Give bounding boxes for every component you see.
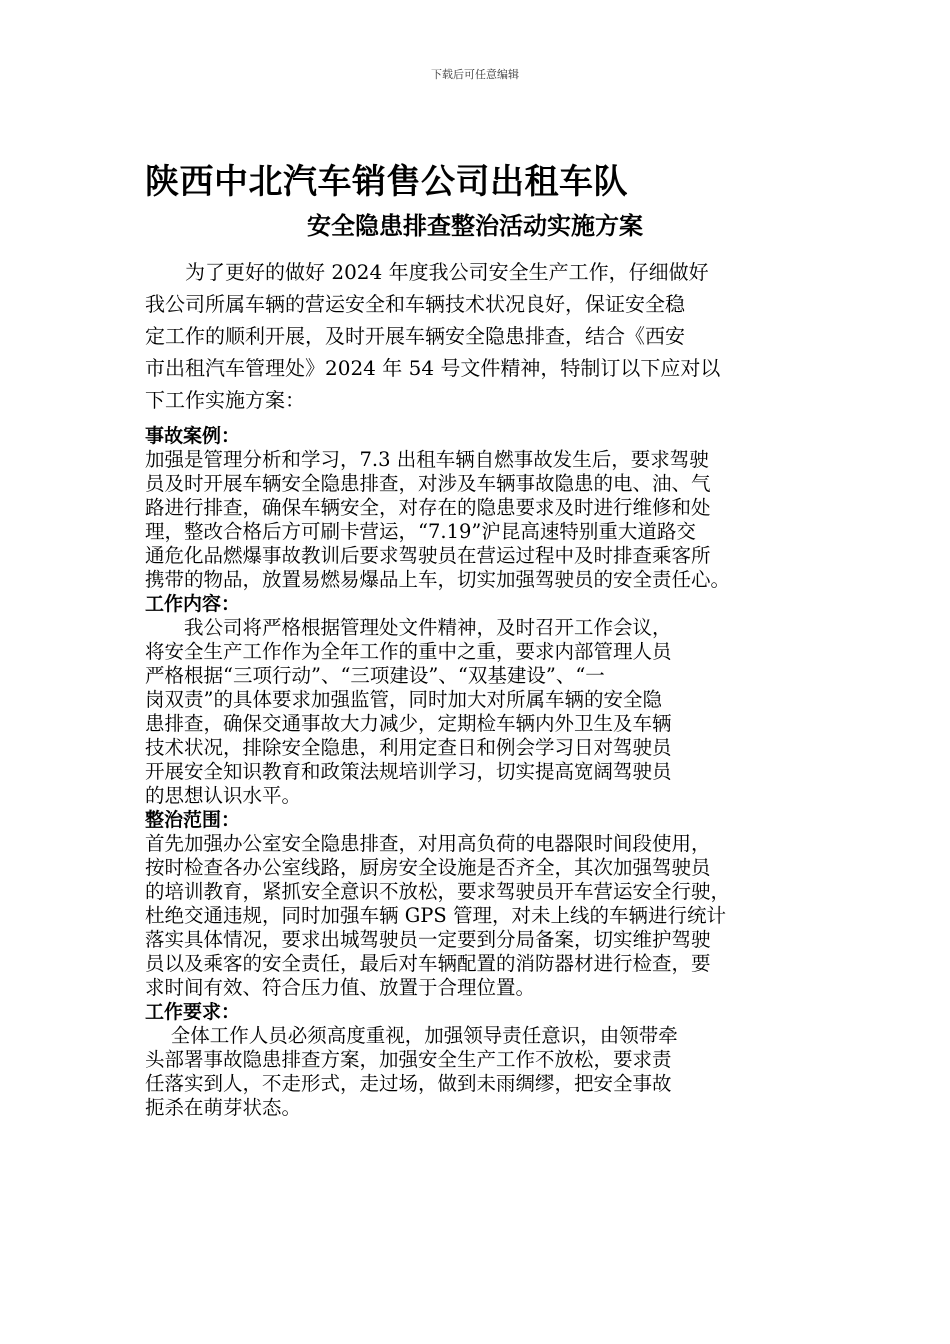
section-heading: 事故案例： — [145, 425, 241, 447]
body-line: 首先加强办公室安全隐患排查，对用高负荷的电器限时间段使用， — [145, 832, 711, 855]
body-line: 我公司将严格根据管理处文件精神，及时召开工作会议， — [145, 616, 672, 639]
body-line: 员以及乘客的安全责任，最后对车辆配置的消防器材进行检查，要 — [145, 952, 711, 975]
body-line: 杜绝交通违规，同时加强车辆 GPS 管理，对未上线的车辆进行统计 — [145, 904, 726, 927]
body-line: 技术状况，排除安全隐患，利用定查日和例会学习日对驾驶员 — [145, 736, 672, 759]
section-rectification-scope — [145, 808, 825, 1000]
section-body — [145, 616, 825, 808]
body-line: 路进行排查，确保车辆安全，对存在的隐患要求及时进行维修和处 — [145, 496, 711, 519]
document-subtitle: 安全隐患排查整治活动实施方案 — [307, 212, 643, 240]
body-line: 任落实到人，不走形式，走过场，做到未雨绸缪，把安全事故 — [145, 1072, 672, 1095]
section-heading: 工作内容： — [145, 593, 241, 615]
section-work-content — [145, 592, 825, 808]
section-heading: 工作要求： — [145, 1001, 241, 1023]
section-body — [145, 448, 825, 592]
header-note: 下载后可任意编辑 — [431, 68, 519, 81]
body-line: 加强是管理分析和学习，7.3 出租车辆自燃事故发生后，要求驾驶 — [145, 448, 709, 471]
section-body — [145, 1024, 825, 1120]
body-line: 头部署事故隐患排查方案，加强安全生产工作不放松，要求责 — [145, 1048, 672, 1071]
body-line: 将安全生产工作作为全年工作的重中之重，要求内部管理人员 — [145, 640, 672, 663]
section-accident-cases — [145, 424, 825, 592]
intro-line: 市出租汽车管理处》2024 年 54 号文件精神，特制订以下应对以 — [145, 356, 721, 380]
body-line: 患排查，确保交通事故大力减少，定期检车辆内外卫生及车辆 — [145, 712, 672, 735]
body-line: 求时间有效、符合压力值、放置于合理位置。 — [145, 976, 536, 999]
section-body — [145, 832, 825, 1000]
body-line: 的培训教育，紧抓安全意识不放松，要求驾驶员开车营运安全行驶， — [145, 880, 731, 903]
body-line: 通危化品燃爆事故教训后要求驾驶员在营运过程中及时排查乘客所 — [145, 544, 711, 567]
body-line: 的思想认识水平。 — [145, 784, 302, 807]
body-line: 携带的物品，放置易燃易爆品上车，切实加强驾驶员的安全责任心。 — [145, 568, 731, 591]
intro-line: 我公司所属车辆的营运安全和车辆技术状况良好，保证安全稳 — [145, 292, 685, 316]
intro-line: 为了更好的做好 2024 年度我公司安全生产工作，仔细做好 — [145, 260, 709, 284]
body-line: 按时检查各办公室线路，厨房安全设施是否齐全，其次加强驾驶员 — [145, 856, 711, 879]
intro-paragraph — [145, 256, 810, 416]
section-work-requirements — [145, 1000, 825, 1120]
intro-line: 下工作实施方案： — [145, 388, 305, 412]
body-line: 全体工作人员必须高度重视，加强领导责任意识，由领带牵 — [145, 1024, 678, 1047]
body-line: 扼杀在萌芽状态。 — [145, 1096, 302, 1119]
section-heading: 整治范围： — [145, 809, 241, 831]
body-line: 严格根据“三项行动”、“三项建设”、“双基建设”、“一 — [145, 664, 605, 687]
body-line: 理，整改合格后方可刷卡营运，“7.19”沪昆高速特别重大道路交 — [145, 520, 696, 543]
document-sections — [145, 424, 825, 1120]
intro-line: 定工作的顺利开展，及时开展车辆安全隐患排查，结合《西安 — [145, 324, 685, 348]
document-title: 陕西中北汽车销售公司出租车队 — [145, 162, 628, 202]
body-line: 员及时开展车辆安全隐患排查，对涉及车辆事故隐患的电、油、气 — [145, 472, 711, 495]
body-line: 开展安全知识教育和政策法规培训学习，切实提高宽阔驾驶员 — [145, 760, 672, 783]
body-line: 落实具体情况，要求出城驾驶员一定要到分局备案，切实维护驾驶 — [145, 928, 711, 951]
body-line: 岗双责”的具体要求加强监管，同时加大对所属车辆的安全隐 — [145, 688, 662, 711]
